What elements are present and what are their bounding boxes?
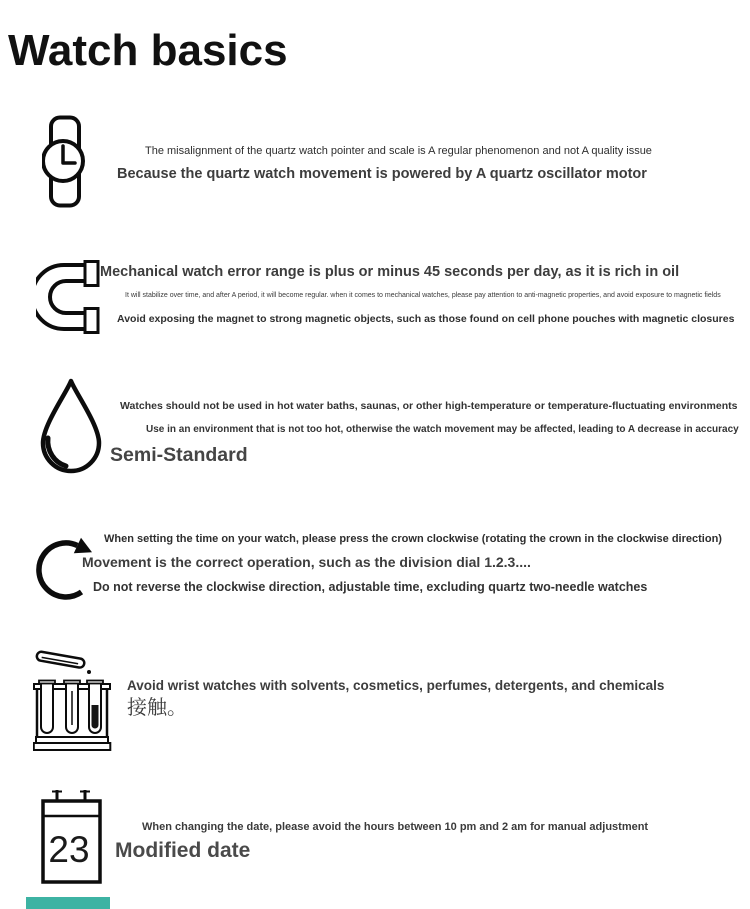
magnet-warning: Avoid exposing the magnet to strong magnetic objects, such as those found on cell phone pouches with magnetic closures — [117, 313, 735, 325]
crown-heading: Movement is the correct operation, such as the division dial 1.2.3.... — [82, 554, 531, 570]
quartz-note: The misalignment of the quartz watch pointer and scale is A regular phenomenon and not A quality issue — [145, 145, 652, 157]
chemicals-heading: Avoid wrist watches with solvents, cosmetics, perfumes, detergents, and chemicals — [127, 678, 665, 693]
temperature-note-2: Use in an environment that is not too hot, otherwise the watch movement may be affected, leading to A decrease in accuracy — [146, 424, 739, 435]
wristwatch-icon — [42, 115, 86, 208]
test-tubes-icon — [33, 643, 115, 753]
magnet-fineprint: It will stabilize over time, and after A period, it will become regular. when it comes to mechanical watches, please pay attention to anti-magnetic properties, and avoid exposure to magnetic fields — [125, 292, 721, 299]
chemicals-cjk-text: 接触。 — [127, 697, 187, 719]
magnet-icon — [36, 260, 100, 334]
quartz-heading: Because the quartz watch movement is powered by A quartz oscillator motor — [117, 166, 647, 182]
accent-bar — [26, 897, 110, 909]
crown-note: When setting the time on your watch, please press the crown clockwise (rotating the crown in the clockwise direction) — [104, 533, 722, 545]
calendar-icon — [41, 789, 102, 884]
magnet-heading: Mechanical watch error range is plus or minus 45 seconds per day, as it is rich in oil — [100, 264, 680, 280]
water-drop-icon — [38, 377, 104, 475]
page-title: Watch basics — [8, 26, 288, 75]
date-note: When changing the date, please avoid the hours between 10 pm and 2 am for manual adjustment — [142, 821, 649, 833]
temperature-heading: Semi-Standard — [110, 444, 248, 466]
date-heading: Modified date — [115, 839, 251, 862]
crown-warning: Do not reverse the clockwise direction, adjustable time, excluding quartz two-needle watches — [93, 580, 648, 594]
temperature-note-1: Watches should not be used in hot water baths, saunas, or other high-temperature or temperature-fluctuating environments — [120, 400, 738, 412]
calendar-day-number: 23 — [48, 829, 90, 870]
